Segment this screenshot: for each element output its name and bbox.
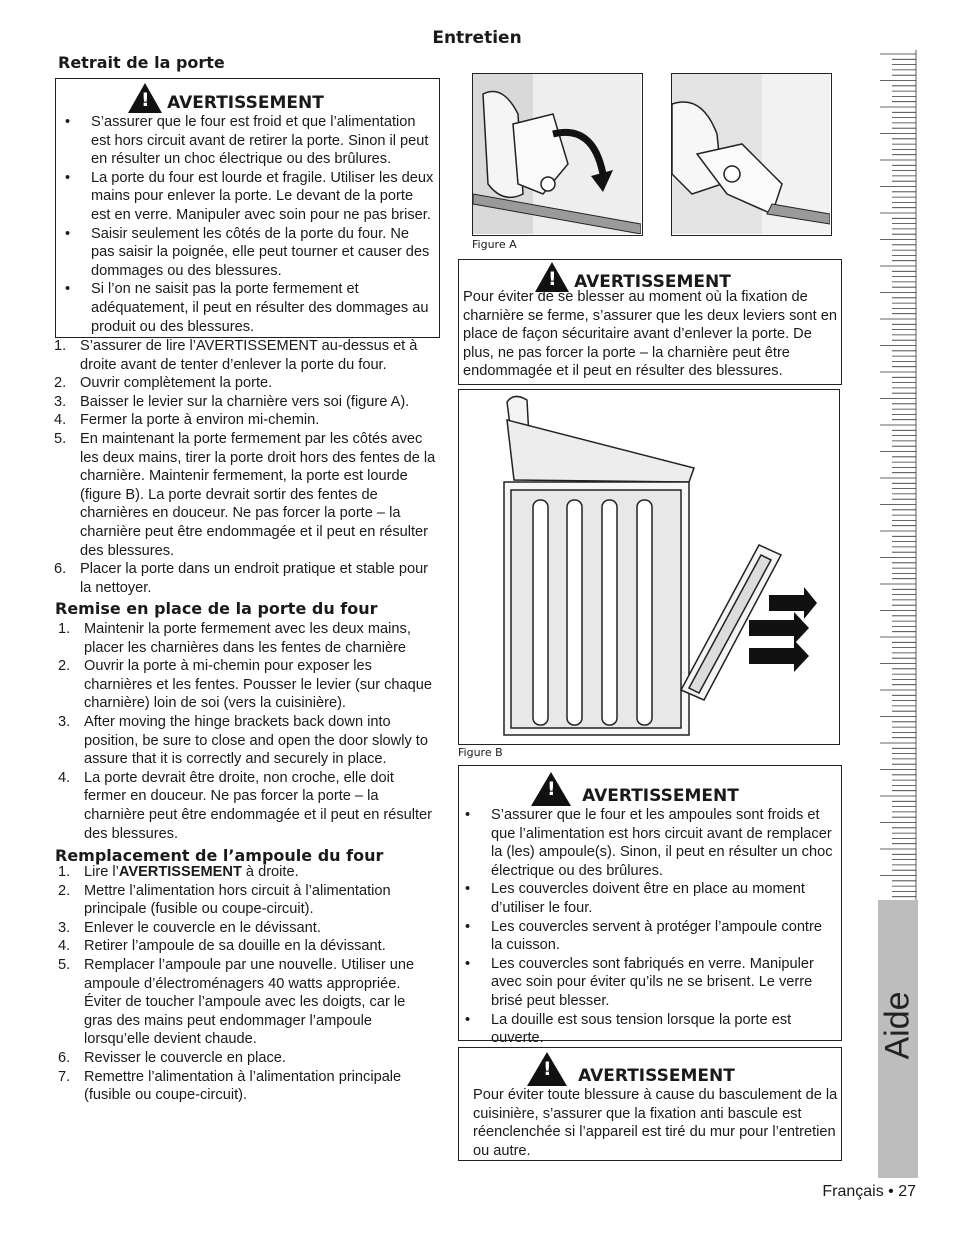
page-number: Français • 27 [822, 1183, 916, 1200]
figure-a-right-panel [671, 73, 832, 236]
list-item: 5. Remplacer l’ampoule par une nouvelle. Utiliser une ampoule d’électroménagers 40 watts appropriée. Éviter de toucher l’ampoule avec les doigts, car le gras des mains peut endommager l’ampoule lorsqu’elle devient chaude. [58, 956, 415, 1048]
door-replace-steps [58, 620, 434, 843]
warning-icon [531, 772, 571, 806]
list-item: 2. Ouvrir la porte à mi-chemin pour exposer les charnières et les fentes. Pousser le levier (sur chaque charnière) loin de soi (vers la cuisinière). [58, 658, 432, 712]
warning-bullet: • Les couvercles servent à protéger l’ampoule contre la cuisson. [465, 918, 822, 954]
warning-heading [128, 83, 324, 113]
side-ruler [878, 50, 918, 905]
heading-bulb: Remplacement de l’ampoule du four [55, 846, 384, 865]
list-item: 2. Mettre l’alimentation hors circuit à l’alimentation principale (fusible ou coupe-circuit). [58, 882, 391, 918]
warning-bullets [65, 113, 436, 336]
warning-box-bulb [458, 765, 842, 1047]
warning-icon [128, 83, 162, 113]
warning-box-door [55, 78, 440, 338]
list-item: 4. Retirer l’ampoule de sa douille en la dévissant. [58, 938, 386, 955]
figure-a-left-panel [472, 73, 643, 236]
warning-bullet: • S’assurer que le four est froid et que l’alimentation est hors circuit avant de retirer la porte. Sinon il peut en résulter un choc électrique ou des brûlures. [65, 114, 429, 168]
warning-heading [531, 772, 739, 806]
warning-bullet: • La porte du four est lourde et fragile. Utiliser les deux mains pour enlever la porte. Le devant de la porte est en verre. Manipuler avec soin pour ne pas briser. [65, 169, 434, 223]
side-tab-label: Aide [878, 991, 917, 1060]
warning-bullet: • S’assurer que le four et les ampoules sont froids et que l’alimentation est hors circuit avant de remplacer la (les) ampoule(s). Sinon, il peut en résulter un choc électrique ou des brûlures. [465, 807, 833, 879]
list-item: 1. Lire l’AVERTISSEMENT à droite. [58, 864, 299, 880]
warning-text: Pour éviter de se blesser au moment où la fixation de charnière se ferme, s’assurer que les deux leviers sont en place de façon sécuritaire avant d’enlever la porte. De plus, ne pas forcer la porte – la charnière peut être endommagée et il peut en résulter des blessures. [463, 289, 837, 380]
warning-title: AVERTISSEMENT [582, 786, 739, 806]
range-door-removal-illustration [459, 390, 838, 743]
hinge-closed-illustration [672, 74, 830, 234]
warning-icon [527, 1052, 567, 1086]
bulb-steps [58, 863, 434, 1105]
warning-bullet: • La douille est sous tension lorsque la porte est ouverte. [465, 1011, 792, 1047]
list-item: 1. Maintenir la porte fermement avec les deux mains, placer les charnières dans les fentes de charnière [58, 621, 411, 656]
warning-text: Pour éviter toute blessure à cause du basculement de la cuisinière, s’assurer que la fixation anti bascule est réenclenchée si l’appareil est tiré du mur pour l’entretien ou autre. [473, 1087, 838, 1159]
list-item: 1. S’assurer de lire l’AVERTISSEMENT au-dessus et à droite avant de tenter d’enlever la porte du four. [54, 338, 418, 373]
warning-bullet: • Saisir seulement les côtés de la porte du four. Ne pas saisir la poignée, elle peut tourner et causer des dommages ou des blessures. [65, 225, 430, 279]
figure-b-caption: Figure B [458, 746, 503, 759]
heading-door-replace: Remise en place de la porte du four [55, 599, 378, 618]
list-item: 3. Enlever le couvercle en le dévissant. [58, 919, 321, 936]
list-item: 6. Revisser le couvercle en place. [58, 1049, 286, 1066]
warning-box-anti-tip [458, 1047, 842, 1161]
warning-bullet: • Les couvercles doivent être en place au moment d’utiliser le four. [465, 881, 805, 916]
door-removal-steps [54, 337, 442, 597]
list-item: 2. Ouvrir complètement la porte. [54, 375, 273, 392]
list-item: 3. Baisser le levier sur la charnière vers soi (figure A). [54, 393, 410, 410]
warning-title: AVERTISSEMENT [167, 93, 324, 113]
warning-title: AVERTISSEMENT [578, 1066, 735, 1086]
warning-heading [527, 1052, 735, 1086]
list-item: 3. After moving the hinge brackets back down into position, be sure to close and open the door slowly to assure that it is correctly and securely in place. [58, 713, 428, 768]
warning-bullet: • Les couvercles sont fabriqués en verre. Manipuler avec soin pour éviter qu’ils ne se brisent. Le verre brisé peut blesser. [465, 955, 814, 1009]
list-item: 7. Remettre l’alimentation à l’alimentation principale (fusible ou coupe-circuit). [58, 1068, 402, 1104]
figure-a-caption: Figure A [472, 238, 517, 251]
hinge-lever-illustration [473, 74, 641, 234]
heading-door-removal: Retrait de la porte [58, 53, 225, 72]
section-header: Entretien [432, 28, 522, 48]
warning-bullet: • Si l’on ne saisit pas la porte fermement et adéquatement, il peut en résulter des dommages au produit ou des blessures. [65, 281, 429, 335]
list-item: 5. En maintenant la porte fermement par les côtés avec les deux mains, tirer la porte droit hors des fentes de la charnière. Maintenir fermement, la porte est lourde (figure B). La porte devrait sortir des fentes de charnières en douceur. Ne pas forcer la porte – la charnière peut être endommagée et il peut en résulter des blessures. [54, 430, 436, 559]
figure-b-panel [458, 389, 840, 745]
warning-title: AVERTISSEMENT [574, 272, 731, 292]
warning-bullets [465, 806, 836, 1048]
warning-box-hinge [458, 259, 842, 385]
list-item: 4. Fermer la porte à environ mi-chemin. [54, 412, 320, 429]
list-item: 6. Placer la porte dans un endroit pratique et stable pour la nettoyer. [54, 561, 429, 596]
list-item: 4. La porte devrait être droite, non croche, elle doit fermer en douceur. Ne pas forcer la porte – la charnière peut être endommagée et il peut en résulter des blessures. [58, 769, 433, 842]
